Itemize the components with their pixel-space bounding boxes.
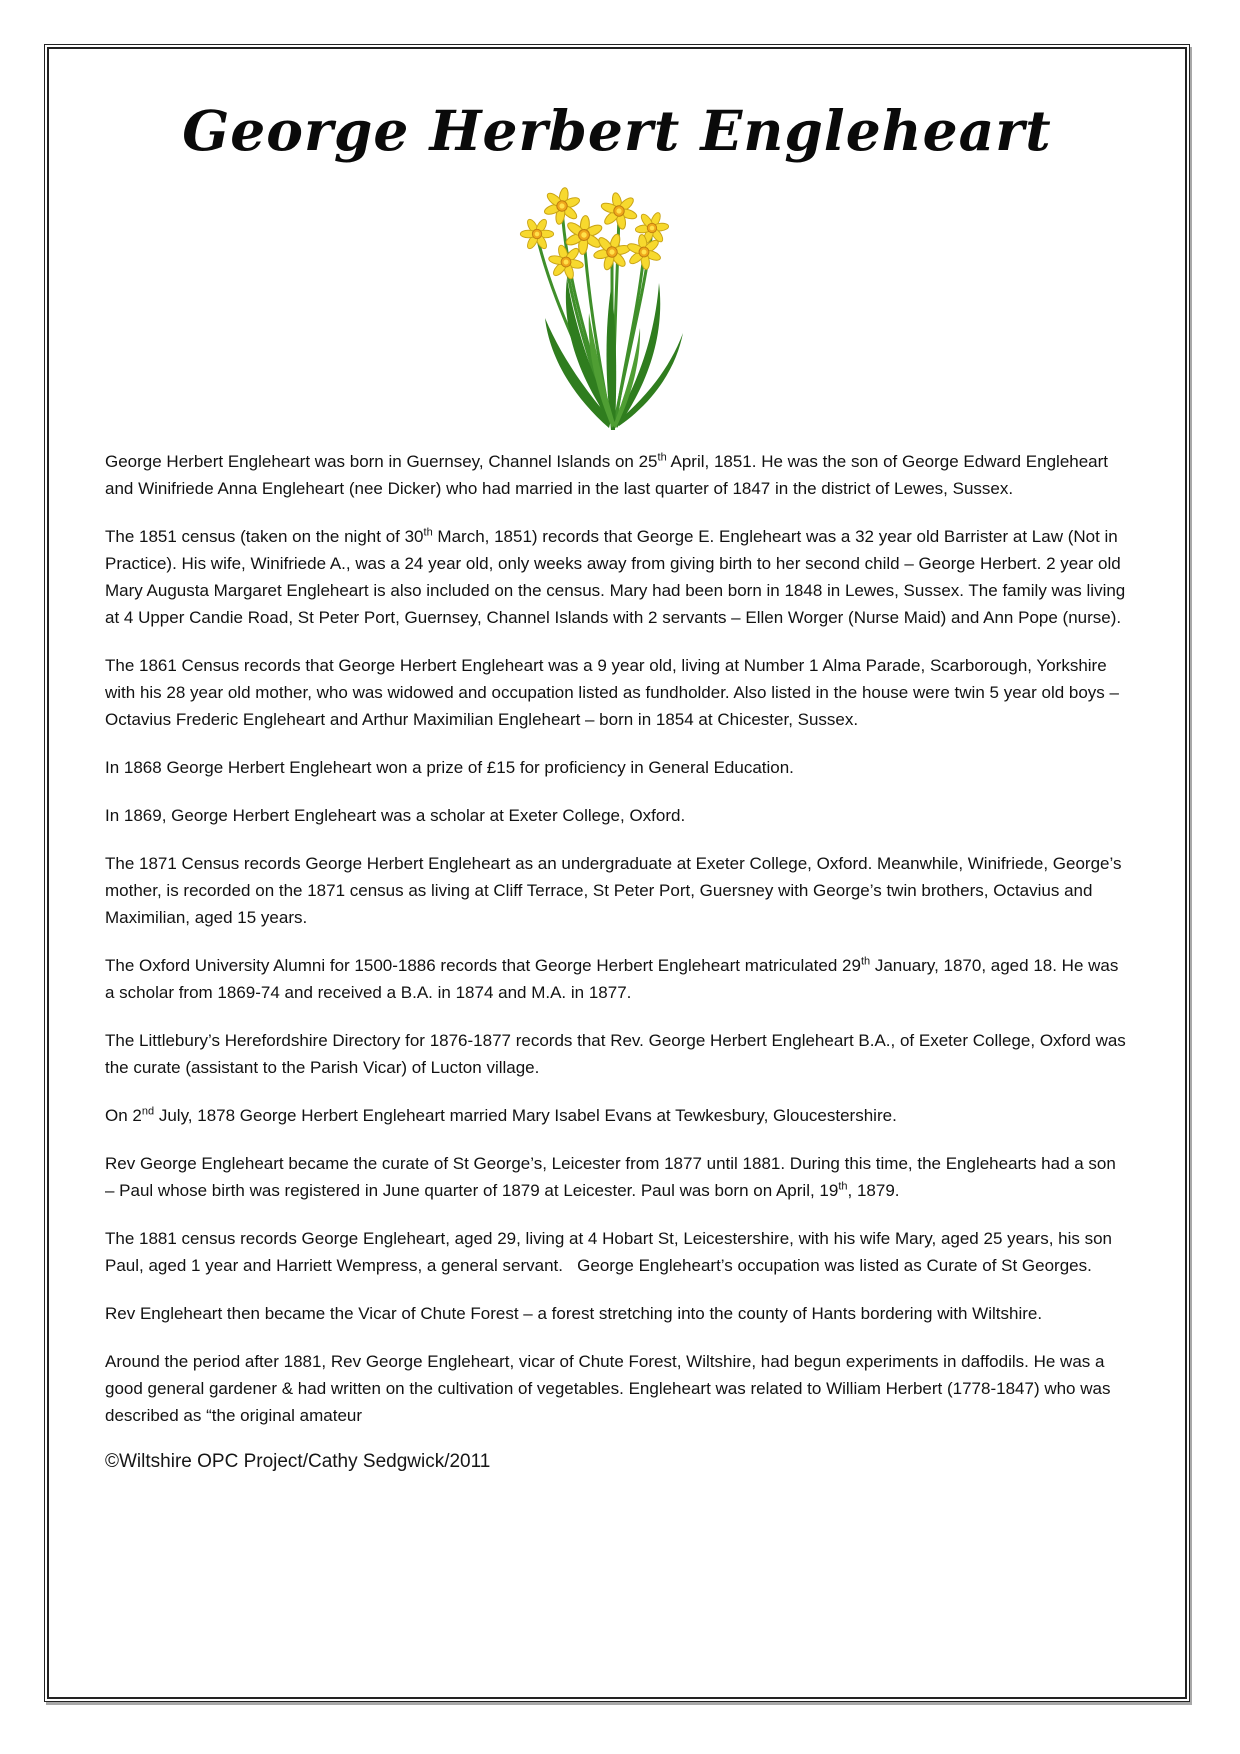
paragraph: The Oxford University Alumni for 1500-1886 records that George Herbert Engleheart matriculated 29th January, 1870, aged 18. He was a scholar from 1869-74 and received a B.A. in 1874 and M.A. in 1877.: [105, 954, 1124, 1002]
paragraph: Around the period after 1881, Rev George Engleheart, vicar of Chute Forest, Wiltshire, had begun experiments in daffodils. He was a good general gardener & had written on the cultivation of vegetables. Engleheart was related to William Herbert (1778-1847) who was described as “the original amateur: [105, 1351, 1116, 1425]
paragraph: In 1869, George Herbert Engleheart was a scholar at Exeter College, Oxford.: [105, 805, 686, 825]
page-footer: ©Wiltshire OPC Project/Cathy Sedgwick/2011: [105, 1450, 491, 1472]
paragraph: On 2nd July, 1878 George Herbert Engleheart married Mary Isabel Evans at Tewkesbury, Gloucestershire.: [105, 1104, 897, 1125]
document-body: [105, 448, 1129, 1429]
paragraph: George Herbert Engleheart was born in Guernsey, Channel Islands on 25th April, 1851. He was the son of George Edward Engleheart and Winifriede Anna Engleheart (nee Dicker) who had married in the last quarter of 1847 in the district of Lewes, Sussex.: [105, 450, 1113, 498]
paragraph: Rev George Engleheart became the curate of St George’s, Leicester from 1877 until 1881. During this time, the Englehearts had a son – Paul whose birth was registered in June quarter of 1879 at Leicester. Paul was born on April, 19th, 1879.: [105, 1153, 1121, 1200]
paragraph: The 1871 Census records George Herbert Engleheart as an undergraduate at Exeter College, Oxford. Meanwhile, Winifriede, George’s mother, is recorded on the 1871 census as living at Cliff Terrace, St Peter Port, Guersney with George’s twin brothers, Octavius and Maximilian, aged 15 years.: [105, 853, 1127, 927]
paragraph: In 1868 George Herbert Engleheart won a prize of £15 for proficiency in General Education.: [105, 757, 794, 777]
paragraph: The 1861 Census records that George Herbert Engleheart was a 9 year old, living at Number 1 Alma Parade, Scarborough, Yorkshire with his 28 year old mother, who was widowed and occupation listed as fundholder. Also listed in the house were twin 5 year old boys – Octavius Frederic Engleheart and Arthur Maximilian Engleheart – born in 1854 at Chicester, Sussex.: [105, 655, 1124, 729]
paragraph: The 1851 census (taken on the night of 30th March, 1851) records that George E. Engleheart was a 32 year old Barrister at Law (Not in Practice). His wife, Winifriede A., was a 24 year old, only weeks away from giving birth to her second child – George Herbert. 2 year old Mary Augusta Margaret Engleheart is also included on the census. Mary had been born in 1848 in Lewes, Sussex. The family was living at 4 Upper Candie Road, St Peter Port, Guernsey, Channel Islands with 2 servants – Ellen Worger (Nurse Maid) and Ann Pope (nurse).: [105, 525, 1130, 627]
document-frame: [44, 44, 1190, 1702]
daffodil-image: [509, 178, 725, 430]
paragraph: The 1881 census records George Engleheart, aged 29, living at 4 Hobart St, Leicestershire, with his wife Mary, aged 25 years, his son Paul, aged 1 year and Harriett Wempress, a general servant. George Engleheart’s occupation was listed as Curate of St Georges.: [105, 1228, 1117, 1275]
paragraph: The Littlebury’s Herefordshire Directory for 1876-1877 records that Rev. George Herbert Engleheart B.A., of Exeter College, Oxford was the curate (assistant to the Parish Vicar) of Lucton village.: [105, 1030, 1131, 1077]
document-frame-inner: [47, 47, 1187, 1699]
page-title: George Herbert Engleheart: [182, 98, 1052, 163]
daffodil-bouquet-svg: [509, 178, 725, 430]
paragraph: Rev Engleheart then became the Vicar of Chute Forest – a forest stretching into the county of Hants bordering with Wiltshire.: [105, 1303, 1043, 1323]
